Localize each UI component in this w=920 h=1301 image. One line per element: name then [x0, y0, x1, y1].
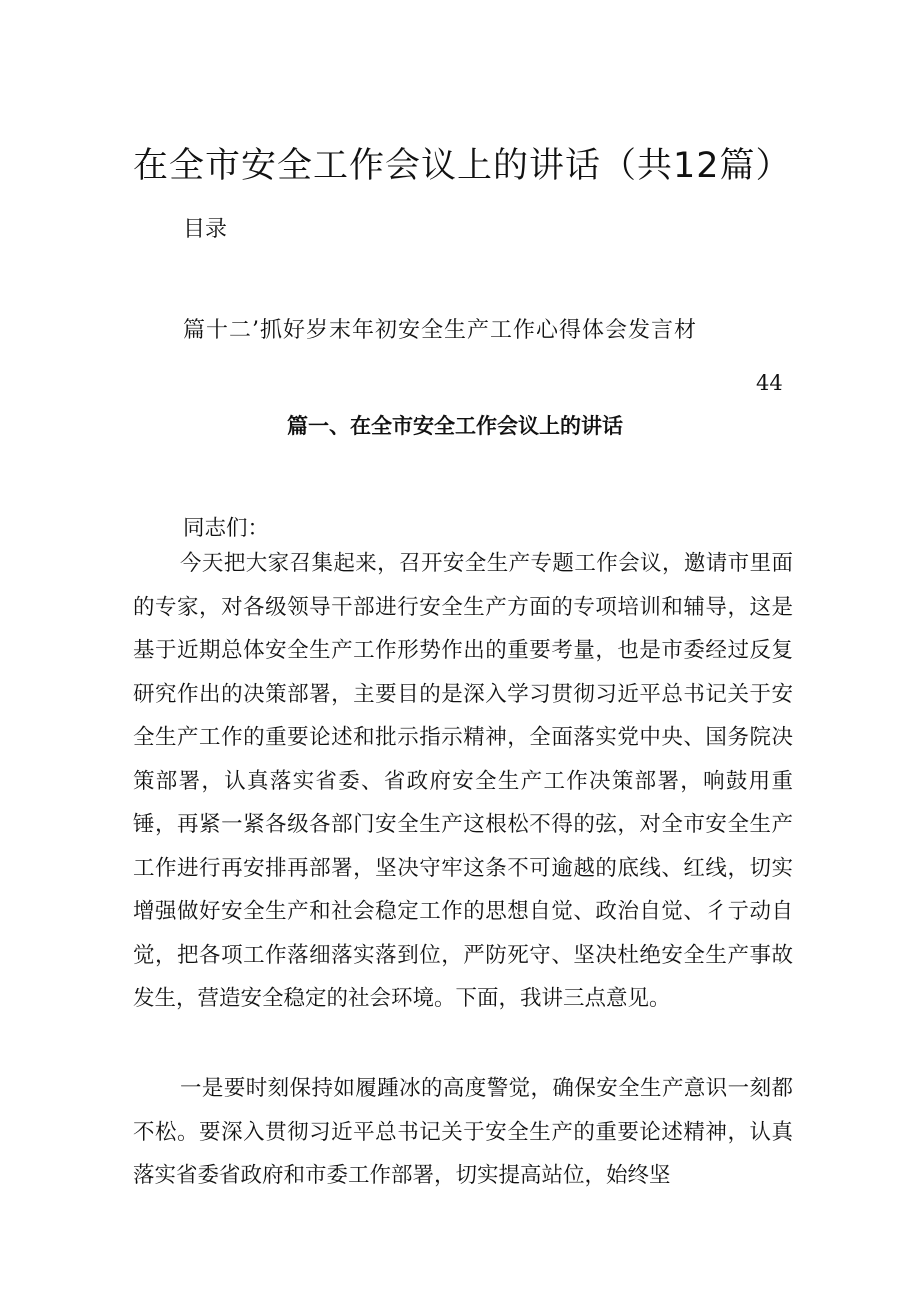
body-paragraph: 今天把大家召集起来，召开安全生产专题工作会议，邀请市里面的专家，对各级领导干部进行安全生产方面的专项培训和辅导，这是基于近期总体安全生产工作形势作出的重要考量，也是市委经过反复研究作出的决策部署，主要目的是深入学习贯彻习近平总书记关于安全生产工作的重要论述和批示指示精神，全面落实党中央、国务院决策部署，认真落实省委、省政府安全生产工作决策部署，响鼓用重锤，再紧一紧各级各部门安全生产这根松不得的弦，对全市安全生产工作进行再安排再部署，坚决守牢这条不可逾越的底线、红线，切实增强做好安全生产和社会稳定工作的思想自觉、政治自觉、彳亍动自觉，把各项工作落细落实落到位，严防死守、坚决杜绝安全生产事故发生，营造安全稳定的社会环境。下面，我讲三点意见。 [133, 551, 793, 1011]
document-title: 在全市安全工作会议上的讲话（共12篇） [133, 146, 792, 186]
body-paragraph: 一是要时刻保持如履踵冰的高度警觉，确保安全生产意识一刻都不松。要深入贯彻习近平总书记关于安全生产的重要论述精神，认真落实省委省政府和市委工作部署，切实提高站位，始终坚 [133, 1076, 793, 1188]
toc-page-number: 44 [756, 371, 783, 395]
section-title: 篇一、在全市安全工作会议上的讲话 [287, 414, 623, 438]
toc-entry: 篇十二’抓好岁末年初安全生产工作心得体会发言材 [183, 318, 697, 343]
salutation: 同志们： [183, 516, 270, 541]
toc-heading: 目录 [183, 217, 228, 242]
